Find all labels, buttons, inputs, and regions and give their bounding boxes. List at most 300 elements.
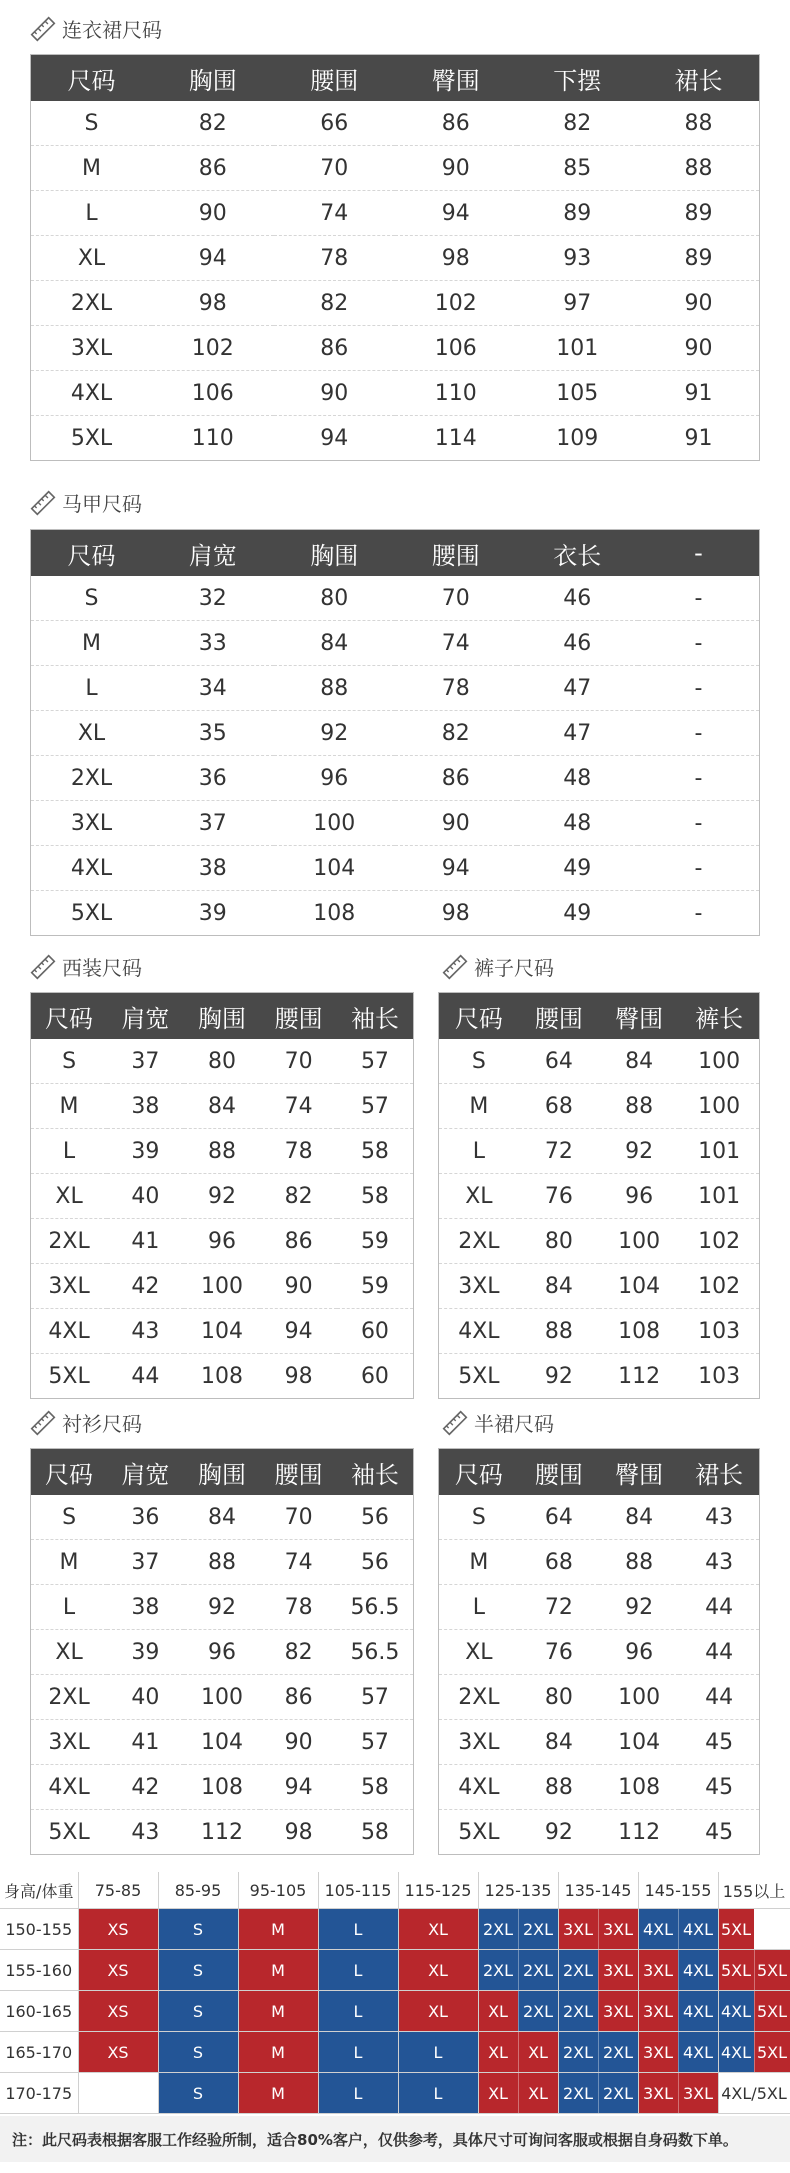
table-cell: 39 <box>107 1129 184 1174</box>
table-cell: XL <box>439 1630 519 1675</box>
column-header: 85-95 <box>158 1872 238 1909</box>
size-cell <box>78 1991 158 2032</box>
table-header-row <box>31 993 414 1040</box>
size-cell <box>558 1991 638 2032</box>
size-cell <box>718 2073 790 2114</box>
table-cell: 94 <box>395 191 517 236</box>
size-badge: 2XL <box>559 1950 598 1990</box>
table-cell: - <box>638 756 760 801</box>
column-header: 肩宽 <box>152 530 274 577</box>
size-badge: 3XL <box>598 1950 638 1990</box>
table-row <box>31 101 760 146</box>
table-row <box>31 1309 414 1354</box>
table-cell: 2XL <box>439 1675 519 1720</box>
table-cell: 43 <box>679 1540 759 1585</box>
size-badge: 4XL <box>719 2032 754 2072</box>
table-row <box>31 281 760 326</box>
table-cell: 91 <box>638 416 760 461</box>
table-cell: - <box>638 891 760 936</box>
table-cell: 78 <box>274 236 396 281</box>
table-cell: 57 <box>337 1720 414 1765</box>
size-badge: 3XL <box>678 2073 718 2113</box>
size-cell <box>398 1909 478 1950</box>
size-badge: L <box>399 2073 478 2113</box>
table-cell: L <box>439 1129 519 1174</box>
table-row <box>0 1991 790 2032</box>
table-cell: 112 <box>599 1810 679 1855</box>
table-row <box>31 1585 414 1630</box>
column-header: 腰围 <box>274 55 396 102</box>
column-header: 腰围 <box>519 993 599 1040</box>
table-cell: - <box>638 666 760 711</box>
size-badge: L <box>319 2073 398 2113</box>
table-row <box>439 1585 760 1630</box>
table-cell: 41 <box>107 1219 184 1264</box>
size-cell <box>478 2073 558 2114</box>
size-badge: XL <box>479 2032 518 2072</box>
size-cell <box>158 1991 238 2032</box>
size-badge: M <box>239 1991 318 2031</box>
size-cell <box>238 1991 318 2032</box>
column-header: 肩宽 <box>107 1449 184 1496</box>
table-cell: 110 <box>395 371 517 416</box>
table-cell: 47 <box>517 711 639 756</box>
size-cell <box>238 1950 318 1991</box>
disclaimer-note: 注：此尺码表根据客服工作经验所制，适合80%客户，仅供参考，具体尺寸可询问客服或根据自身码数下单。 <box>0 2116 790 2162</box>
size-cell <box>238 1909 318 1950</box>
table-cell: 80 <box>320 585 349 611</box>
size-badge: S <box>159 1909 238 1949</box>
table-cell: XL <box>31 236 153 281</box>
table-cell: 2XL <box>31 756 153 801</box>
table-cell: 36 <box>152 756 274 801</box>
table-cell: 38 <box>152 846 274 891</box>
column-header: 135-145 <box>558 1872 638 1909</box>
table-cell: 100 <box>184 1264 261 1309</box>
table-cell: 56.5 <box>337 1585 414 1630</box>
table-cell: 37 <box>107 1540 184 1585</box>
table-cell: 5XL <box>31 1810 108 1855</box>
suit-size-table <box>30 992 414 1399</box>
column-header: 腰围 <box>395 530 517 577</box>
table-cell: 103 <box>679 1309 759 1354</box>
size-badge: 3XL <box>639 2073 678 2113</box>
size-badge: XL <box>479 2073 518 2113</box>
table-cell: 98 <box>260 1354 337 1399</box>
table-cell: 2XL <box>31 281 153 326</box>
size-cell <box>318 2073 398 2114</box>
size-cell <box>158 1909 238 1950</box>
size-badge: L <box>319 1991 398 2031</box>
size-cell <box>478 1991 558 2032</box>
size-cell <box>238 2073 318 2114</box>
table-cell: 90 <box>395 801 517 846</box>
table-row <box>439 1765 760 1810</box>
size-badge: M <box>239 1950 318 1990</box>
size-badge: 3XL <box>598 1991 638 2031</box>
size-badge: S <box>159 1950 238 1990</box>
size-badge: XS <box>79 2032 158 2072</box>
table-cell: 112 <box>599 1354 679 1399</box>
size-cell <box>478 1950 558 1991</box>
table-row <box>31 1540 414 1585</box>
table-cell: M <box>31 146 153 191</box>
skirt-size-table <box>438 1448 760 1855</box>
size-badge: 2XL <box>518 1909 558 1949</box>
table-cell: 89 <box>517 191 639 236</box>
table-cell: 57 <box>337 1675 414 1720</box>
table-cell: 70 <box>274 146 396 191</box>
table-cell: 33 <box>152 621 274 666</box>
table-row <box>31 1084 414 1129</box>
size-cell <box>318 2032 398 2073</box>
table-row <box>0 1909 790 1950</box>
table-cell: 108 <box>184 1354 261 1399</box>
table-cell: 106 <box>395 326 517 371</box>
table-cell: 88 <box>638 146 760 191</box>
table-cell: 88 <box>599 1084 679 1129</box>
size-badge: XL <box>518 2073 558 2113</box>
size-badge: 3XL <box>598 1909 638 1949</box>
table-cell: 82 <box>274 281 396 326</box>
skirt-section-title: 半裙尺码 <box>442 1408 554 1437</box>
table-cell: 108 <box>599 1765 679 1810</box>
table-row <box>31 1354 414 1399</box>
table-cell: 90 <box>638 281 760 326</box>
table-cell: 49 <box>517 846 639 891</box>
size-badge: 3XL <box>639 2032 678 2072</box>
table-cell: 74 <box>274 191 396 236</box>
size-cell <box>718 1909 790 1950</box>
table-cell: 78 <box>260 1129 337 1174</box>
table-cell: 84 <box>519 1264 599 1309</box>
table-cell: S <box>84 110 99 136</box>
table-cell: 104 <box>599 1720 679 1765</box>
table-cell: 60 <box>337 1354 414 1399</box>
table-cell: - <box>638 711 760 756</box>
size-cell <box>318 1909 398 1950</box>
table-row <box>31 1129 414 1174</box>
size-badge: XL <box>399 1950 478 1990</box>
size-badge: 2XL <box>559 1991 598 2031</box>
size-badge: S <box>159 1991 238 2031</box>
column-header: 下摆 <box>517 55 639 102</box>
size-cell <box>718 1950 790 1991</box>
size-badge: 3XL <box>639 1950 678 1990</box>
table-row <box>31 1765 414 1810</box>
table-cell: 3XL <box>31 801 153 846</box>
table-row <box>439 1675 760 1720</box>
table-cell: 109 <box>517 416 639 461</box>
table-cell: 64 <box>544 1504 573 1530</box>
table-cell: 94 <box>260 1309 337 1354</box>
table-cell: 46 <box>517 621 639 666</box>
size-badge: XL <box>518 2032 558 2072</box>
table-cell: 90 <box>274 371 396 416</box>
table-cell: 57 <box>337 1084 414 1129</box>
size-cell <box>638 1991 718 2032</box>
size-cell <box>558 2032 638 2073</box>
table-row <box>439 1129 760 1174</box>
table-cell: 88 <box>519 1309 599 1354</box>
table-cell: 86 <box>395 756 517 801</box>
size-badge: XS <box>79 1909 158 1949</box>
size-cell <box>558 1950 638 1991</box>
table-row <box>439 1264 760 1309</box>
table-cell: 88 <box>599 1540 679 1585</box>
size-cell <box>158 2073 238 2114</box>
table-cell: 78 <box>395 666 517 711</box>
table-cell: 3XL <box>439 1264 519 1309</box>
table-cell: 94 <box>152 236 274 281</box>
table-cell: 41 <box>107 1720 184 1765</box>
table-cell: 5XL <box>439 1354 519 1399</box>
table-cell: 88 <box>184 1540 261 1585</box>
table-cell: 100 <box>274 801 396 846</box>
column-header: 身高/体重 <box>0 1872 78 1909</box>
table-row <box>439 1810 760 1855</box>
column-header: 臀围 <box>599 993 679 1040</box>
table-cell: 2XL <box>31 1675 108 1720</box>
table-cell: S <box>471 1048 486 1074</box>
size-badge: 2XL <box>518 1991 558 2031</box>
table-row <box>31 1720 414 1765</box>
table-cell: M <box>31 621 153 666</box>
table-row <box>31 1810 414 1855</box>
table-row <box>31 756 760 801</box>
size-badge: S <box>159 2073 238 2113</box>
table-cell: 108 <box>274 891 396 936</box>
table-cell: 32 <box>198 585 227 611</box>
table-cell: 36 <box>131 1504 160 1530</box>
table-cell: L <box>31 191 153 236</box>
size-cell <box>78 2073 158 2114</box>
table-cell: S <box>84 585 99 611</box>
table-row <box>31 711 760 756</box>
size-badge: XS <box>79 1950 158 1990</box>
size-badge <box>754 1909 790 1949</box>
table-cell: 58 <box>337 1810 414 1855</box>
table-row <box>31 1174 414 1219</box>
column-header: 105-115 <box>318 1872 398 1909</box>
table-cell: 89 <box>638 191 760 236</box>
size-badge: 5XL <box>754 1991 790 2031</box>
size-badge: 4XL <box>678 1991 718 2031</box>
size-cell <box>638 2032 718 2073</box>
table-cell: L <box>31 1585 108 1630</box>
size-badge: L <box>319 1950 398 1990</box>
table-cell: 4XL <box>31 1765 108 1810</box>
table-cell: 2XL <box>31 1219 108 1264</box>
size-badge: XL <box>399 1909 478 1949</box>
table-row <box>31 846 760 891</box>
table-cell: 100 <box>599 1675 679 1720</box>
table-row <box>439 1720 760 1765</box>
table-row <box>31 191 760 236</box>
table-cell: 40 <box>107 1675 184 1720</box>
table-cell: 98 <box>260 1810 337 1855</box>
table-cell: 92 <box>519 1810 599 1855</box>
table-cell: 72 <box>519 1585 599 1630</box>
table-cell: 56 <box>360 1504 389 1530</box>
table-cell: 86 <box>274 326 396 371</box>
size-cell <box>398 1950 478 1991</box>
column-header: 尺码 <box>31 993 108 1040</box>
table-row <box>439 1084 760 1129</box>
table-cell: 5XL <box>439 1810 519 1855</box>
table-cell: 2XL <box>439 1219 519 1264</box>
table-header-row <box>439 993 760 1040</box>
table-cell: 43 <box>107 1810 184 1855</box>
table-row <box>31 576 760 621</box>
table-cell: XL <box>31 1630 108 1675</box>
table-cell: 86 <box>260 1675 337 1720</box>
column-header: 裙长 <box>638 55 760 102</box>
table-cell: 44 <box>679 1585 759 1630</box>
size-badge: 4XL <box>639 1909 678 1949</box>
table-cell: 74 <box>395 621 517 666</box>
column-header: 115-125 <box>398 1872 478 1909</box>
table-cell: 102 <box>679 1264 759 1309</box>
table-header-row <box>439 1449 760 1496</box>
size-badge: L <box>319 1909 398 1949</box>
table-row <box>31 1495 414 1540</box>
table-row <box>31 236 760 281</box>
table-cell: 88 <box>274 666 396 711</box>
height-weight-size-table <box>0 1872 790 2114</box>
table-cell: 80 <box>519 1675 599 1720</box>
size-cell <box>638 2073 718 2114</box>
column-header: 胸围 <box>184 1449 261 1496</box>
table-header-row <box>31 1449 414 1496</box>
table-cell: 56 <box>337 1540 414 1585</box>
table-row <box>31 666 760 711</box>
ruler-icon <box>30 16 56 42</box>
size-cell <box>398 2073 478 2114</box>
table-cell: 98 <box>152 281 274 326</box>
size-cell <box>78 1950 158 1991</box>
table-cell: 84 <box>519 1720 599 1765</box>
size-badge: XL <box>399 1991 478 2031</box>
table-cell: 40 <box>107 1174 184 1219</box>
table-cell: 98 <box>395 891 517 936</box>
table-cell: 64 <box>544 1048 573 1074</box>
table-cell: 94 <box>274 416 396 461</box>
table-cell: 4XL <box>439 1765 519 1810</box>
column-header: 裤长 <box>679 993 759 1040</box>
size-cell <box>478 1909 558 1950</box>
table-row <box>31 621 760 666</box>
size-badge: L <box>319 2032 398 2072</box>
table-row <box>439 1219 760 1264</box>
table-cell: 92 <box>519 1354 599 1399</box>
table-cell: 84 <box>625 1504 654 1530</box>
table-cell: 5XL <box>31 891 153 936</box>
table-row <box>31 1039 414 1084</box>
table-cell: 3XL <box>439 1720 519 1765</box>
size-badge: 2XL <box>479 1950 518 1990</box>
size-cell <box>478 2032 558 2073</box>
column-header: 95-105 <box>238 1872 318 1909</box>
size-badge: 5XL <box>754 2032 790 2072</box>
table-cell: 90 <box>152 191 274 236</box>
vest-section-title: 马甲尺码 <box>30 488 142 517</box>
size-badge: 2XL <box>518 1950 558 1990</box>
pants-section-title: 裤子尺码 <box>442 952 554 981</box>
table-cell: 98 <box>395 236 517 281</box>
size-badge: M <box>239 2073 318 2113</box>
column-header: 尺码 <box>439 993 519 1040</box>
table-cell: 92 <box>184 1585 261 1630</box>
table-cell: 84 <box>207 1504 236 1530</box>
table-row <box>439 1039 760 1084</box>
table-cell: 35 <box>152 711 274 756</box>
size-cell <box>638 1909 718 1950</box>
size-badge: XL <box>479 1991 518 2031</box>
vest-size-table <box>30 529 760 936</box>
table-cell: 44 <box>679 1630 759 1675</box>
table-cell: 104 <box>599 1264 679 1309</box>
table-cell: 72 <box>519 1129 599 1174</box>
table-cell: 114 <box>395 416 517 461</box>
table-row <box>439 1540 760 1585</box>
size-badge: 5XL <box>719 1909 754 1949</box>
size-badge: 2XL <box>559 2073 598 2113</box>
height-label: 150-155 <box>0 1909 78 1950</box>
dress-section-title: 连衣裙尺码 <box>30 14 162 43</box>
table-cell: 104 <box>274 846 396 891</box>
table-cell: 104 <box>184 1720 261 1765</box>
column-header: 125-135 <box>478 1872 558 1909</box>
table-cell: 39 <box>107 1630 184 1675</box>
table-cell: 102 <box>152 326 274 371</box>
table-row <box>31 1675 414 1720</box>
table-cell: - <box>638 846 760 891</box>
table-header-row <box>31 530 760 577</box>
table-cell: - <box>694 585 703 611</box>
size-cell <box>318 1950 398 1991</box>
table-cell: - <box>638 801 760 846</box>
table-cell: 42 <box>107 1765 184 1810</box>
size-badge: 3XL <box>559 1909 598 1949</box>
size-cell <box>638 1950 718 1991</box>
column-header: 腰围 <box>260 993 337 1040</box>
height-label: 165-170 <box>0 2032 78 2073</box>
size-badge: 3XL <box>639 1991 678 2031</box>
table-cell: 3XL <box>31 1264 108 1309</box>
table-cell: 88 <box>684 110 713 136</box>
table-cell: 68 <box>519 1540 599 1585</box>
table-cell: 59 <box>337 1219 414 1264</box>
table-cell: 4XL <box>31 846 153 891</box>
table-cell: 106 <box>152 371 274 416</box>
table-cell: 97 <box>517 281 639 326</box>
size-badge: 2XL <box>559 2032 598 2072</box>
ruler-icon <box>442 954 468 980</box>
size-badge: 4XL <box>678 2032 718 2072</box>
table-cell: 100 <box>679 1084 759 1129</box>
table-cell: 4XL <box>31 371 153 416</box>
table-cell: 101 <box>679 1174 759 1219</box>
table-cell: 82 <box>260 1630 337 1675</box>
table-cell: 110 <box>152 416 274 461</box>
table-cell: 88 <box>184 1129 261 1174</box>
table-cell: 94 <box>260 1765 337 1810</box>
table-cell: 96 <box>184 1630 261 1675</box>
table-cell: 102 <box>395 281 517 326</box>
table-row <box>31 326 760 371</box>
table-cell: 46 <box>563 585 592 611</box>
